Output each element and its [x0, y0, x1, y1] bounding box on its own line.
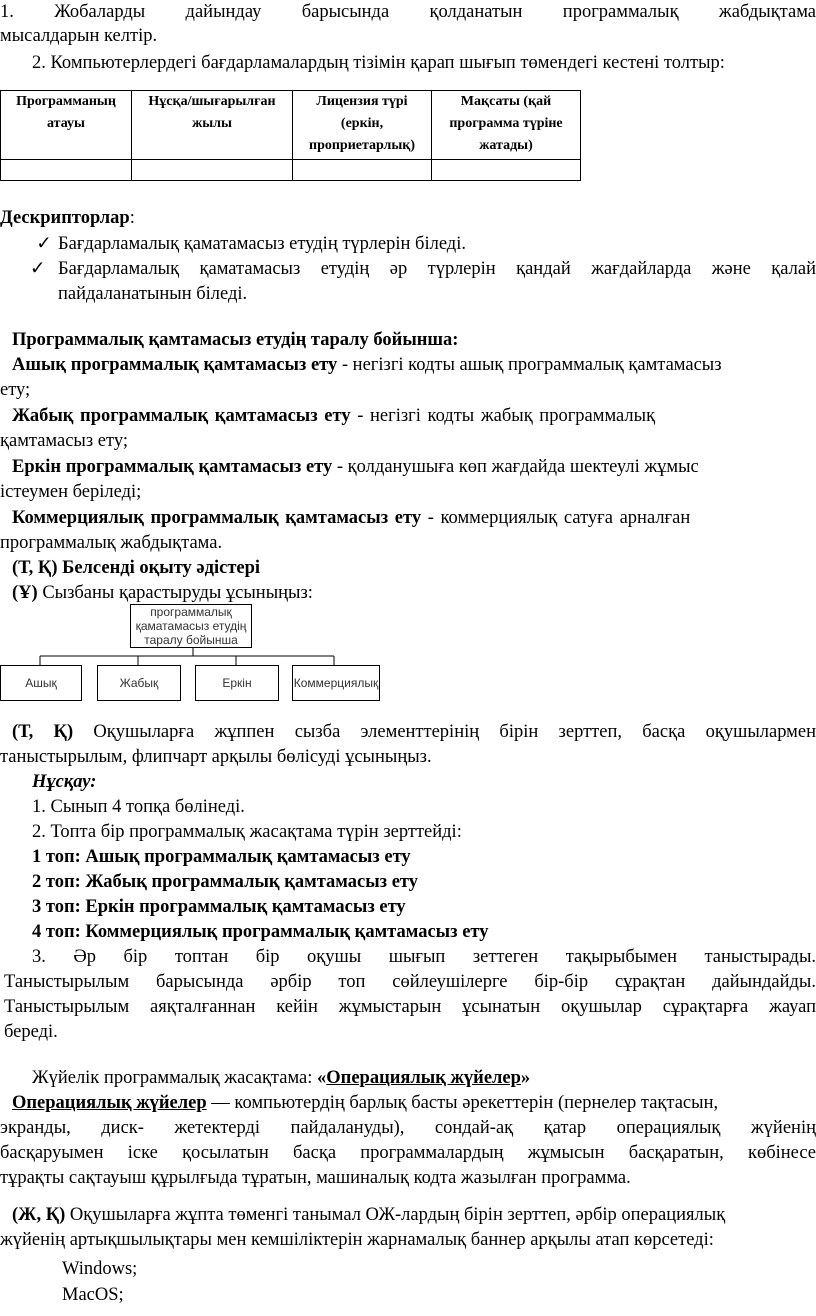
open-source-line-1: Ашық программалық қамтамасыз ету - негізгі кодты ашық программалық қамтамасыз — [12, 355, 722, 375]
os-definition-line-1: Операциялық жүйелер — компьютердің барлық басты әрекеттерін (пернелер тақтасын, — [12, 1093, 719, 1113]
pair-task-line-1: (Т, Қ) Оқушыларға жұппен сызба элементтерінің бірін зерттеп, басқа оқушылармен — [12, 722, 816, 742]
group-3: 3 топ: Еркін программалық қамтамасыз ету — [32, 897, 406, 917]
closed-source-line-1: Жабық программалық қамтамасыз ету - негізгі кодты жабық программалық — [12, 406, 656, 426]
question-1-line-2: мысалдарын келтір. — [0, 26, 158, 46]
commercial-software-line-2: программалық жабдықтама. — [0, 533, 223, 553]
table-header-license: Лицензия түрі (еркін, проприетарлық) — [293, 91, 432, 160]
pair-task-line-2: таныстырылым, флипчарт арқылы бөлісуді ұсыныңыз. — [0, 747, 432, 767]
check-icon: ✓ — [30, 259, 46, 279]
diagram-prompt: (Ұ) Сызбаны қарастыруды ұсыныңыз: — [12, 583, 313, 603]
descriptor-item-2-line-2: пайдаланатынын біледі. — [58, 284, 248, 304]
step-1: 1. Сынып 4 топқа бөлінеді. — [32, 797, 245, 817]
software-table — [0, 90, 581, 181]
os-task-line-1: (Ж, Қ) Оқушыларға жұпта төменгі танымал ОЖ-лардың бірін зерттеп, әрбір операциялық — [12, 1205, 726, 1225]
os-list-item: Windows; — [62, 1259, 138, 1279]
diagram-node-commercial: Коммерциялық — [292, 665, 380, 701]
table-cell[interactable] — [132, 160, 293, 181]
diagram-root-node: программалық қаматамасыз етудің таралу бойынша — [130, 604, 252, 648]
table-header-row — [1, 91, 581, 160]
os-definition-line-3: басқаруымен іске қосылатын басқа программалардың жұмысын басқаратын, көбінесе — [0, 1143, 816, 1163]
table-cell[interactable] — [293, 160, 432, 181]
distribution-heading: Программалық қамтамасыз етудің таралу бойынша: — [12, 330, 459, 350]
check-icon: ✓ — [36, 234, 52, 254]
descriptor-item-2-line-1: ✓ Бағдарламалық қаматамасыз етудің әр түрлерін қандай жағдайларда және қалай — [30, 259, 816, 279]
step-3-line-4: береді. — [4, 1022, 58, 1042]
diagram-node-free: Еркін — [195, 665, 279, 701]
table-row — [1, 160, 581, 181]
group-2: 2 топ: Жабық программалық қамтамасыз ету — [32, 872, 419, 892]
instructions-title: Нұсқау: — [32, 772, 97, 792]
table-header-purpose: Мақсаты (қай программа түріне жатады) — [432, 91, 581, 160]
os-definition-line-2: экранды, диск- жетектерді пайдалануды), сондай-ақ қатар операциялық жүйенің — [0, 1118, 816, 1138]
free-software-line-2: істеумен беріледі; — [0, 482, 142, 502]
active-methods-heading: (Т, Қ) Белсенді оқыту әдістері — [12, 558, 261, 578]
os-definition-line-4: тұрақты сақтауыш құрылғыда тұратын, машиналық кодта жазылған программа. — [0, 1168, 631, 1188]
step-3-line-3: Таныстырылым аяқталғаннан кейін жұмыстарын ұсынатын оқушылар сұрақтарға жауап — [4, 997, 816, 1017]
step-3-line-1: 3. Әр бір топтан бір оқушы шығып зеттеген тақырыбымен таныстырады. — [32, 947, 816, 967]
open-source-line-2: ету; — [0, 380, 31, 400]
step-2: 2. Топта бір программалық жасақтама түрін зерттейді: — [32, 822, 462, 842]
descriptor-item-1: ✓ Бағдарламалық қаматамасыз етудің түрлерін біледі. — [30, 232, 816, 256]
question-2: 2. Компьютерлердегі бағдарламалардың тізімін қарап шығып төмендегі кестені толтыр: — [32, 53, 725, 73]
group-4: 4 топ: Коммерциялық программалық қамтамасыз ету — [32, 922, 489, 942]
os-list-item: MacOS; — [62, 1285, 124, 1305]
os-task-line-2: жүйенің артықшылықтары мен кемшіліктерін жарнамалық баннер арқылы атап көрсетеді: — [0, 1230, 714, 1250]
os-intro: Жүйелік программалық жасақтама: «Операциялық жүйелер» — [32, 1068, 531, 1088]
diagram-node-open: Ашық — [0, 665, 82, 701]
table-header-name: Программаның атауы — [1, 91, 132, 160]
distribution-diagram — [0, 600, 816, 710]
descriptors-heading: Дескрипторлар: — [0, 208, 135, 228]
diagram-node-closed: Жабық — [97, 665, 181, 701]
table-header-version: Нұсқа/шығарылған жылы — [132, 91, 293, 160]
table-cell[interactable] — [432, 160, 581, 181]
table-cell[interactable] — [1, 160, 132, 181]
group-1: 1 топ: Ашық программалық қамтамасыз ету — [32, 847, 411, 867]
question-1-line-1: 1. Жобаларды дайындау барысында қолданатын программалық жабдықтама — [0, 2, 816, 22]
free-software-line-1: Еркін программалық қамтамасыз ету - қолданушыға көп жағдайда шектеулі жұмыс — [12, 457, 699, 477]
closed-source-line-2: қамтамасыз ету; — [0, 431, 128, 451]
step-3-line-2: Таныстырылым барысында әрбір топ сөйлеушілерге бір-бір сұрақтан дайындайды. — [4, 972, 816, 992]
commercial-software-line-1: Коммерциялық программалық қамтамасыз ету - коммерциялық сатуға арналған — [12, 508, 691, 528]
